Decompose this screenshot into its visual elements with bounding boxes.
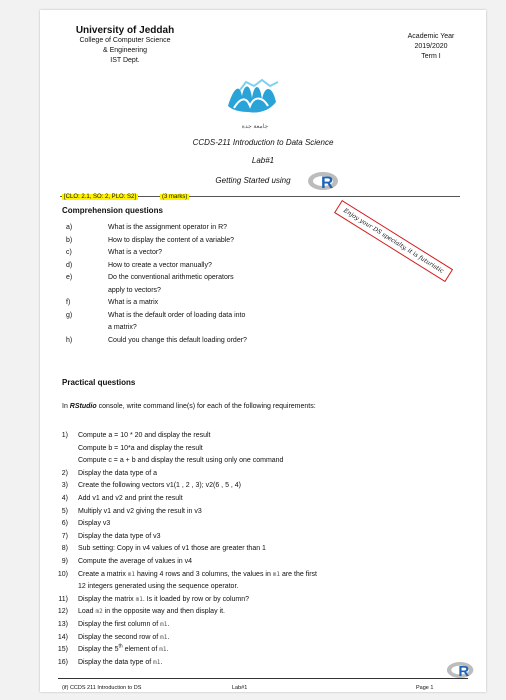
- code-identifier: m1: [272, 570, 281, 578]
- question-text: How to display the content of a variable?: [108, 236, 235, 244]
- text-segment: Add v1 and v2 and print the result: [78, 495, 183, 502]
- topic-title: Getting Started using: [215, 176, 291, 185]
- text-segment: Display the first column of: [78, 621, 161, 628]
- practical-number: 10): [57, 570, 68, 578]
- footer-course: (if) CCDS 211 Introduction to DS: [62, 685, 142, 691]
- question-label: e): [66, 274, 73, 281]
- question-label: h): [66, 336, 73, 344]
- practical-number: 8): [61, 545, 68, 553]
- intro-prefix: In: [62, 403, 70, 410]
- question-text: a matrix?: [108, 324, 137, 331]
- practical-item: [54, 651, 162, 669]
- text-segment: in the opposite way and then display it.: [102, 608, 225, 616]
- code-identifier: m1: [153, 658, 161, 666]
- practical-number: 12): [57, 608, 68, 616]
- text-segment: Display the data type of: [78, 658, 154, 666]
- college-name: College of Computer Science: [79, 37, 171, 44]
- practical-intro: [62, 403, 316, 410]
- r-logo-footer-icon: [446, 660, 476, 680]
- text-segment: 12 integers generated using the sequence operator.: [78, 583, 239, 591]
- question-text: Do the conventional arithmetic operators: [108, 274, 234, 281]
- practical-number: 7): [61, 532, 68, 540]
- text-segment: .: [167, 633, 170, 641]
- question-label: f): [66, 299, 71, 306]
- text-segment: Multiply v1 and v2 giving the result in v3: [78, 507, 202, 515]
- text-segment: Create the following vectors v1(1 , 2 , 3); v2(6 , 5 , 4): [78, 482, 242, 490]
- text-segment: Compute a = 10 * 20 and display the result: [78, 432, 211, 439]
- svg-text:R: R: [458, 663, 470, 680]
- academic-year-block: [392, 32, 470, 62]
- practical-number: 3): [61, 482, 68, 490]
- text-segment: element of: [122, 646, 160, 654]
- text-segment: Compute b = 10*a and display the result: [78, 444, 203, 452]
- text-segment: Display the 5: [78, 646, 119, 654]
- code-identifier: m1: [127, 570, 136, 578]
- practical-number: 9): [61, 558, 68, 565]
- code-identifier: m1: [159, 646, 167, 654]
- text-segment: Create a matrix: [78, 570, 128, 578]
- practical-number: 14): [57, 633, 68, 641]
- marks-badge: (3 marks): [162, 194, 188, 200]
- lab-title: Lab#1: [251, 156, 275, 165]
- question-text: apply to vectors?: [108, 286, 161, 294]
- question-label: b): [66, 236, 73, 244]
- text-segment: Compute c = a + b and display the result using only one command: [78, 457, 284, 465]
- text-segment: Display the second row of: [78, 633, 161, 641]
- document-page: [40, 10, 486, 692]
- code-identifier: m1: [160, 633, 168, 641]
- text-segment: Compute the average of values in v4: [78, 558, 193, 565]
- practical-text: [78, 659, 162, 666]
- footer-divider: [58, 678, 468, 679]
- practical-number: 6): [61, 520, 68, 528]
- text-segment: Sub setting: Copy in v4 values of v1 those are greater than 1: [78, 545, 266, 553]
- university-logo-caption: جامعة جدة: [241, 124, 269, 130]
- question-text: What is a vector?: [108, 249, 163, 256]
- question-text: What is the assignment operator in R?: [108, 224, 228, 231]
- code-identifier: m2: [95, 608, 103, 616]
- motivation-stamp: Enjoy your DS specialty, it is futuristic: [334, 200, 453, 282]
- footer-page: Page 1: [416, 685, 434, 691]
- intro-suffix: console, write command line(s) for each of the following requirements:: [96, 403, 316, 410]
- practical-number: 4): [61, 495, 68, 502]
- text-segment: having 4 rows and 3 columns, the values in: [135, 570, 273, 578]
- department-label: IST Dept.: [110, 57, 140, 64]
- practical-number: 16): [57, 658, 68, 666]
- text-segment: Display the matrix: [78, 595, 136, 603]
- text-segment: Display v3: [78, 520, 111, 528]
- text-segment: are the first: [280, 570, 317, 578]
- text-segment: Load: [78, 608, 96, 616]
- text-segment: Display the data type of v3: [78, 532, 161, 540]
- text-segment: .: [167, 621, 170, 628]
- academic-year-label: Academic Year: [407, 33, 455, 40]
- practical-heading: Practical questions: [62, 378, 136, 387]
- r-logo-icon: [307, 170, 341, 192]
- clo-badge: [CLO: 2.1, SO: 2, PLO: S2]: [64, 194, 137, 200]
- code-identifier: m1: [160, 621, 168, 628]
- practical-number: 11): [58, 595, 68, 603]
- footer-lab: Lab#1: [232, 685, 248, 691]
- question-label: c): [66, 249, 72, 256]
- question-text: How to create a vector manually?: [108, 261, 212, 269]
- question-text: What is the default order of loading data into: [108, 311, 246, 319]
- academic-year-value: 2019/2020: [414, 43, 448, 50]
- course-title: CCDS-211 Introduction to Data Science: [192, 138, 334, 147]
- svg-text:R: R: [321, 173, 334, 192]
- question-label: a): [66, 224, 73, 231]
- practical-number: 1): [61, 432, 68, 439]
- university-logo-icon: [220, 76, 290, 120]
- comprehension-heading: Comprehension questions: [62, 206, 163, 215]
- university-block: [70, 25, 180, 66]
- code-identifier: m1: [135, 595, 143, 603]
- text-segment: .: [160, 658, 163, 666]
- text-segment: . Is it loaded by row or by column?: [142, 595, 250, 603]
- question-text: Could you change this default loading order?: [108, 336, 247, 344]
- text-segment: Display the data type of a: [78, 469, 157, 477]
- practical-number: 2): [61, 469, 68, 477]
- question-label: g): [66, 311, 73, 319]
- engineering-label: & Engineering: [103, 47, 147, 54]
- university-name: University of Jeddah: [75, 25, 175, 36]
- practical-number: 13): [57, 621, 68, 628]
- question-label: d): [66, 261, 73, 269]
- text-segment: th: [118, 643, 123, 650]
- question-text: What is a matrix: [108, 299, 159, 306]
- practical-number: 5): [61, 507, 68, 515]
- text-segment: .: [166, 646, 169, 654]
- term-label: Term I: [421, 53, 441, 60]
- intro-bold: RStudio: [69, 403, 97, 410]
- practical-number: 15): [57, 646, 68, 654]
